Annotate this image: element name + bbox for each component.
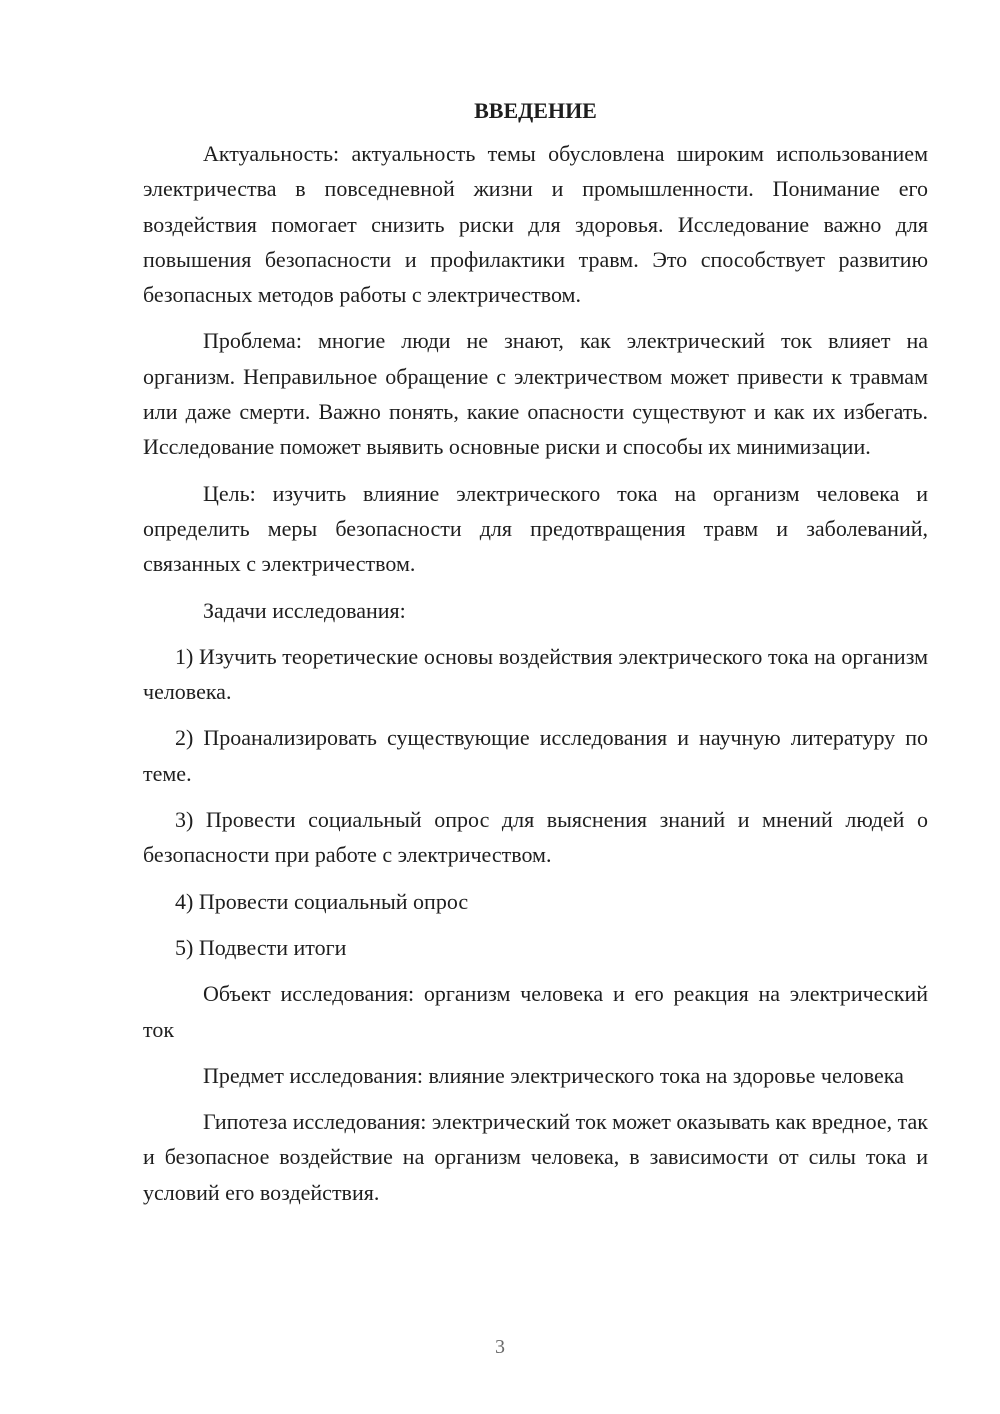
document-page: [143, 93, 928, 1221]
task-item-5: 5) Подвести итоги: [175, 934, 347, 960]
paragraph-relevance: Актуальность: актуальность темы обусловлена широким использованием электричества в повседневной жизни и промышленности. Понимание его воздействия помогает снизить риски для здоровья. Исследование важно для повышения безопасности и профилактики травм. Это способствует развитию безопасных методов работы с электричеством.: [143, 141, 928, 308]
paragraph-object: Объект исследования: организм человека и его реакция на электрический ток: [143, 981, 928, 1042]
page-title: ВВЕДЕНИЕ: [474, 98, 597, 123]
task-item-2: 2) Проанализировать существующие исследования и научную литературу по теме.: [143, 725, 928, 786]
page-number: 3: [495, 1336, 505, 1358]
paragraph-subject: Предмет исследования: влияние электрического тока на здоровье человека: [203, 1062, 904, 1088]
paragraph-problem: Проблема: многие люди не знают, как электрический ток влияет на организм. Неправильное обращение с электричеством может привести к травмам или даже смерти. Важно понять, какие опасности существуют и как их избегать. Исследование поможет выявить основные риски и способы их минимизации.: [143, 328, 928, 460]
task-item-4: 4) Провести социальный опрос: [175, 888, 469, 914]
paragraph-goal: Цель: изучить влияние электрического тока на организм человека и определить меры безопасности для предотвращения травм и заболеваний, связанных с электричеством.: [143, 480, 928, 577]
task-item-1: 1) Изучить теоретические основы воздействия электрического тока на организм человека.: [143, 643, 928, 705]
task-item-3: 3) Провести социальный опрос для выяснения знаний и мнений людей о безопасности при работе с электричеством.: [143, 807, 928, 868]
tasks-heading: Задачи исследования:: [203, 597, 406, 623]
paragraph-hypothesis: Гипотеза исследования: электрический ток может оказывать как вредное, так и безопасное воздействие на организм человека, в зависимости от силы тока и условий его воздействия.: [143, 1109, 928, 1205]
